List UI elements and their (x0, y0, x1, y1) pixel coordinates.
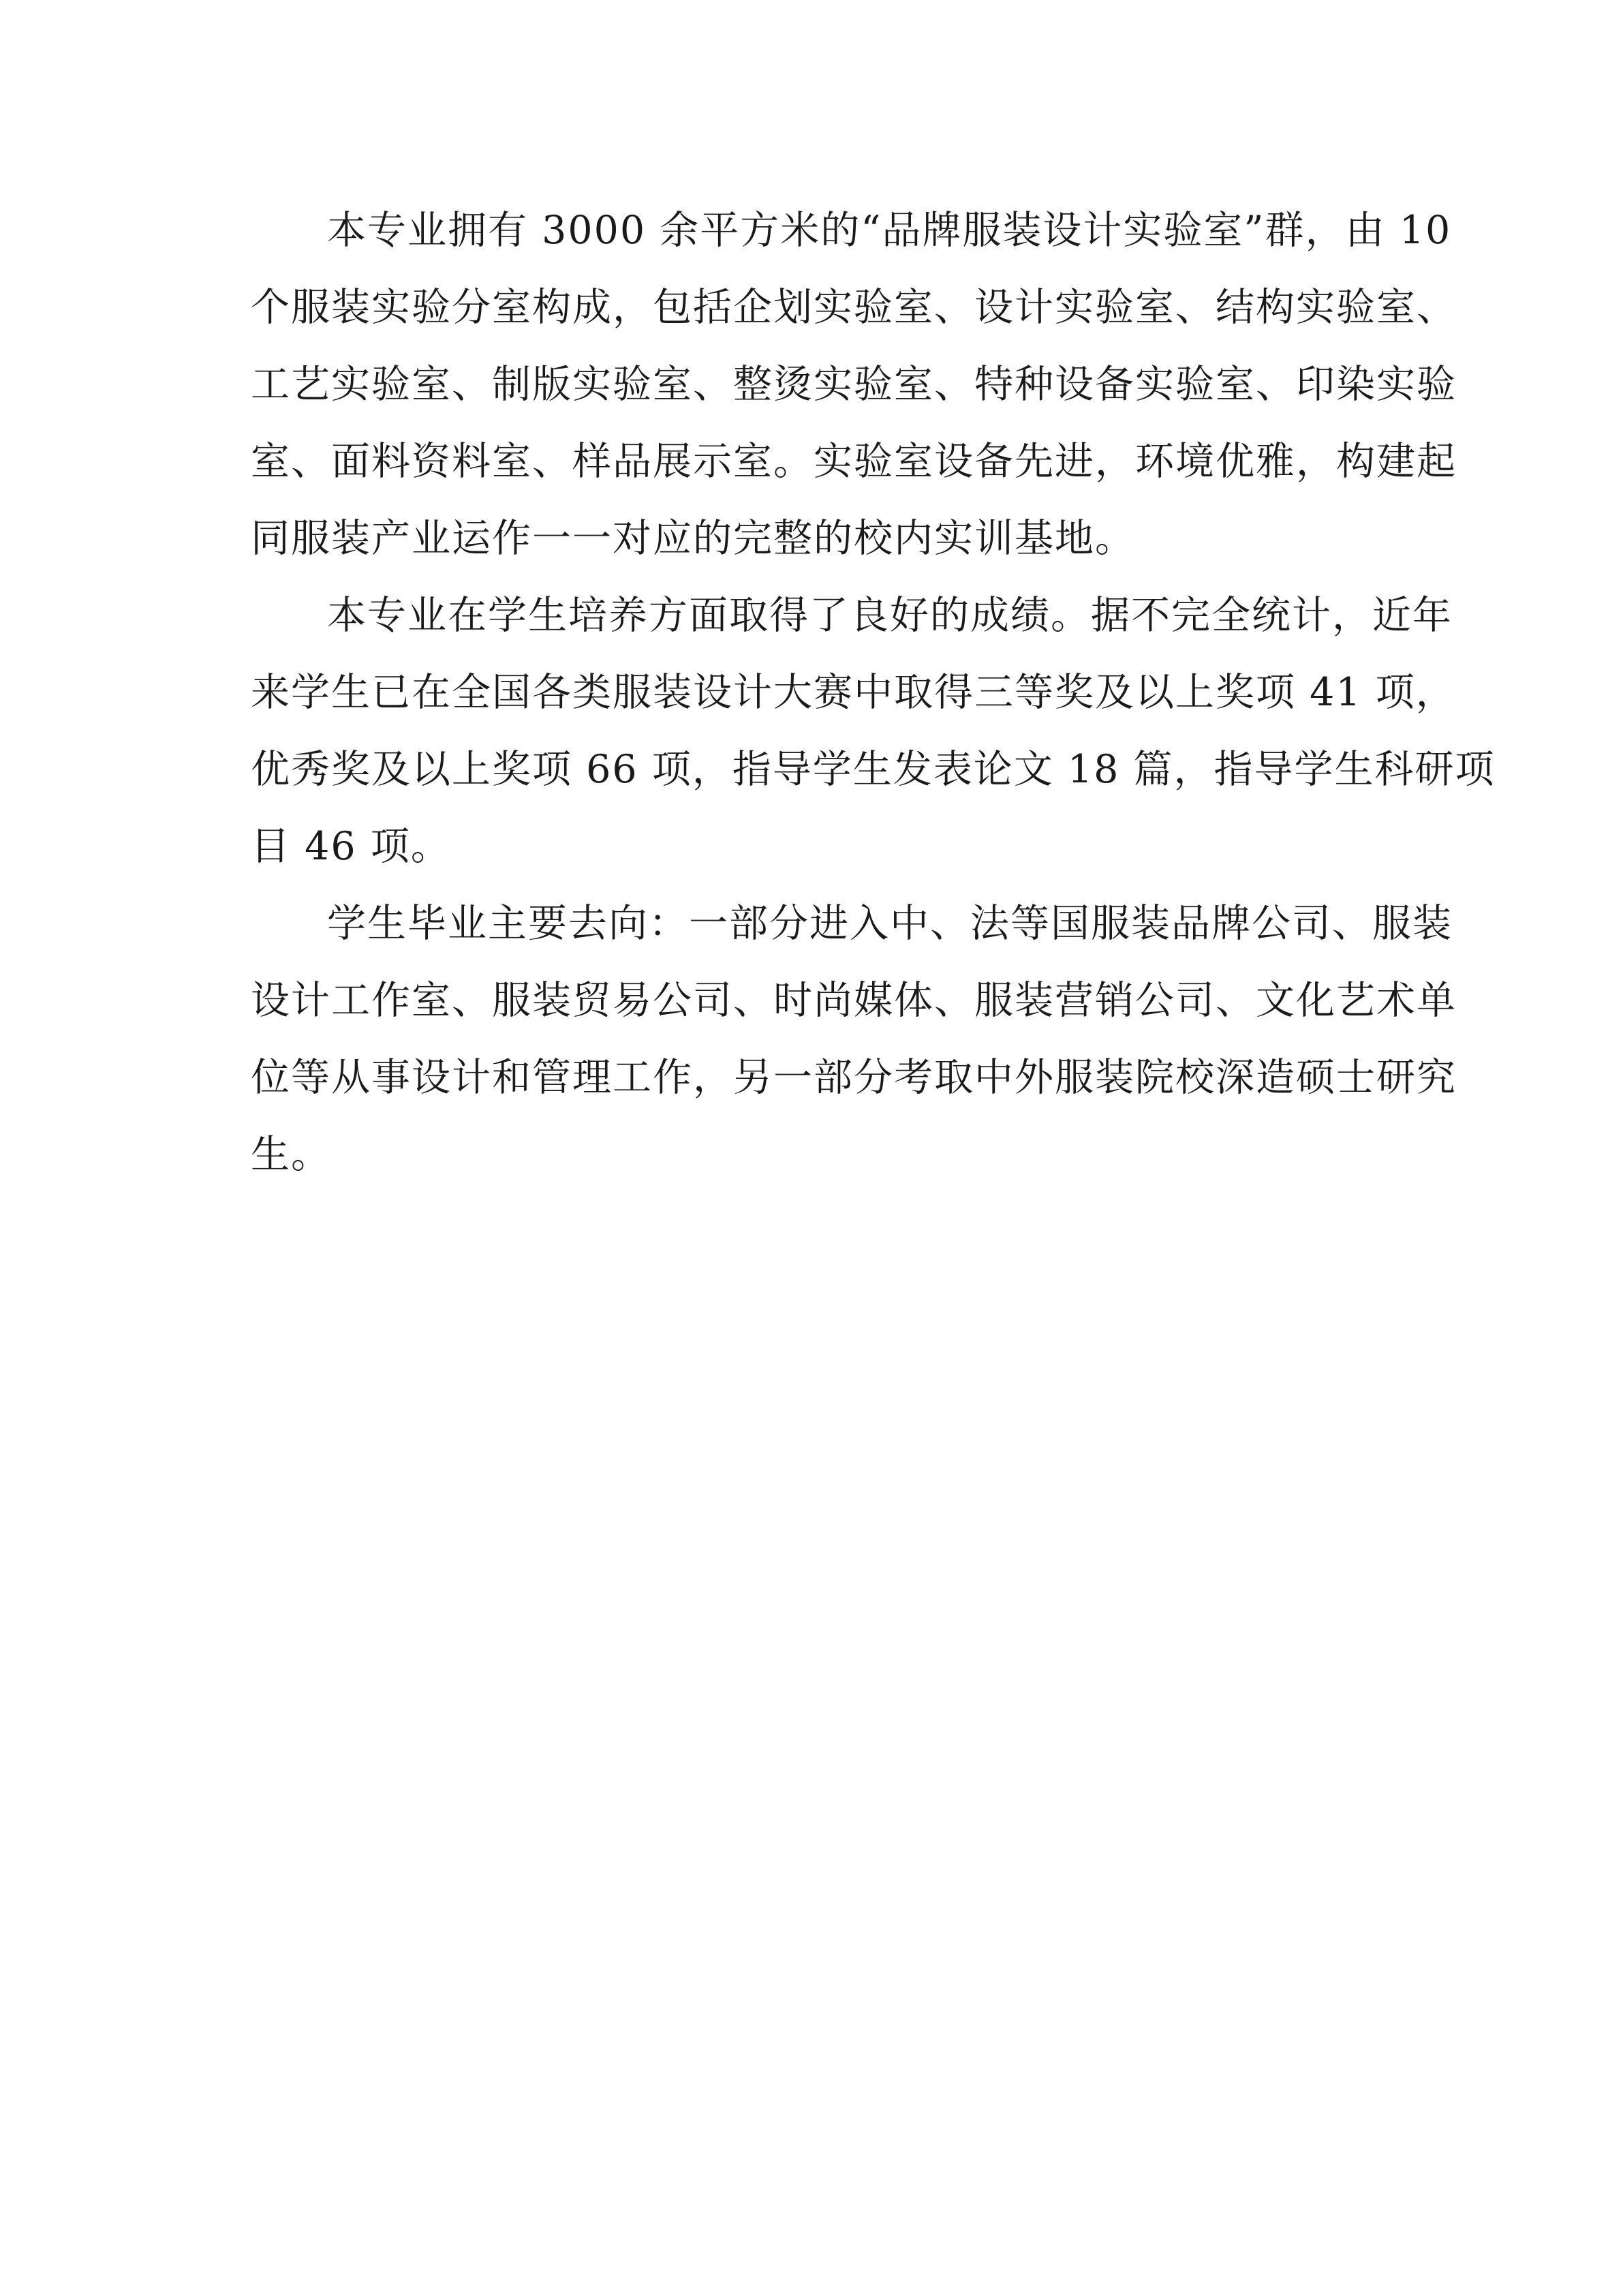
text-line: 位等从事设计和管理工作，另一部分考取中外服装院校深造硕士研究 (251, 1055, 1457, 1100)
text-line: 室、面料资料室、样品展示室。实验室设备先进，环境优雅，构建起 (251, 439, 1457, 484)
text-line: 同服装产业运作一一对应的完整的校内实训基地。 (251, 516, 1135, 561)
text-line: 生。 (251, 1132, 331, 1177)
paragraph-student-achievements (251, 577, 1496, 885)
text-line: 本专业在学生培养方面取得了良好的成绩。据不完全统计，近年 (327, 593, 1453, 638)
text-line: 设计工作室、服装贸易公司、时尚媒体、服装营销公司、文化艺术单 (251, 978, 1457, 1023)
paragraph-graduate-destinations (251, 885, 1457, 1193)
text-line: 本专业拥有 3000 余平方米的“品牌服装设计实验室”群，由 10 (327, 208, 1452, 253)
text-line: 工艺实验室、制版实验室、整烫实验室、特种设备实验室、印染实验 (251, 362, 1457, 407)
text-line: 学生毕业主要去向：一部分进入中、法等国服装品牌公司、服装 (327, 901, 1453, 946)
document-body (251, 192, 1496, 1193)
text-line: 来学生已在全国各类服装设计大赛中取得三等奖及以上奖项 41 项， (251, 670, 1456, 715)
text-line: 个服装实验分室构成，包括企划实验室、设计实验室、结构实验室、 (251, 285, 1457, 330)
text-line: 优秀奖及以上奖项 66 项，指导学生发表论文 18 篇，指导学生科研项 (251, 747, 1496, 792)
text-line: 目 46 项。 (251, 824, 451, 869)
paragraph-lab-facilities (251, 192, 1457, 577)
